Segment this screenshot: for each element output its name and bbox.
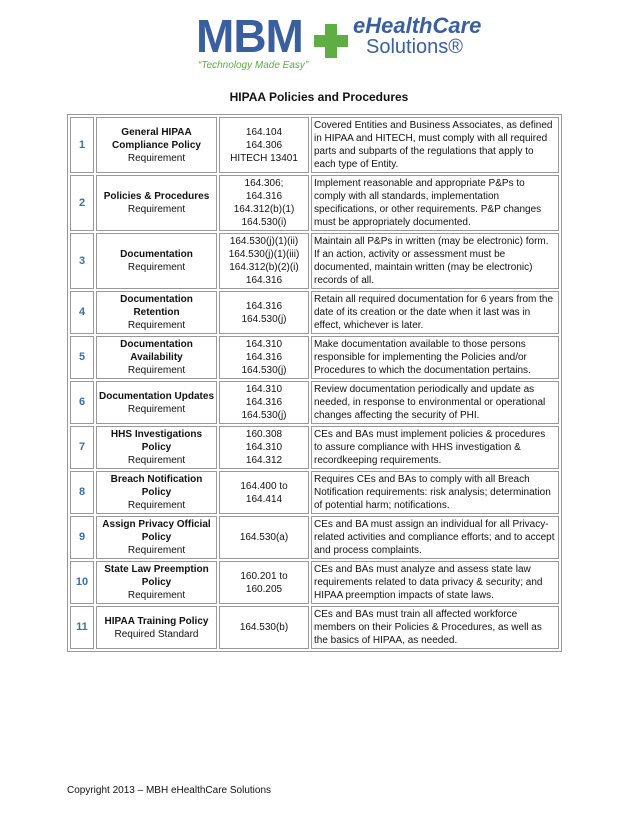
- policy-description: Requires CEs and BAs to comply with all Breach Notification requirements: risk analysis; determination of potential harm; notifications.: [311, 471, 559, 514]
- logo-brand-text: MBM: [196, 10, 303, 62]
- row-number: 9: [70, 516, 94, 559]
- policy-name-cell: [96, 561, 217, 604]
- policy-type: Requirement: [127, 590, 186, 601]
- row-number: 10: [70, 561, 94, 604]
- policy-type: Requirement: [127, 365, 186, 376]
- policy-description: CEs and BAs must train all affected workforce members on their Policies & Procedures, as well as the basics of HIPAA, as needed.: [311, 606, 559, 649]
- policy-name-cell: [96, 426, 217, 469]
- medical-cross-icon: [314, 24, 348, 58]
- policy-description: Review documentation periodically and update as needed, in response to environmental or operational changes affecting the security of PHI.: [311, 381, 559, 424]
- policy-type: Requirement: [127, 262, 186, 273]
- row-number: 3: [70, 233, 94, 289]
- policy-name: Assign Privacy Official Policy: [102, 519, 211, 543]
- table-row: [70, 175, 559, 231]
- policy-name: Breach Notification Policy: [110, 474, 203, 498]
- policy-type: Requirement: [127, 455, 186, 466]
- row-number: 1: [70, 117, 94, 173]
- table-row: [70, 336, 559, 379]
- regulation-citation: 164.104 164.306 HITECH 13401: [219, 117, 309, 173]
- regulation-citation: 164.316 164.530(j): [219, 291, 309, 334]
- document-title: HIPAA Policies and Procedures: [229, 90, 409, 104]
- copyright-footer: Copyright 2013 – MBH eHealthCare Solutions: [67, 785, 271, 796]
- regulation-citation: 164.530(j)(1)(ii) 164.530(j)(1)(iii) 164.312(b)(2)(i) 164.316: [219, 233, 309, 289]
- policy-type: Requirement: [127, 152, 186, 164]
- policy-type: Requirement: [127, 204, 186, 215]
- policy-type: Required Standard: [114, 628, 199, 640]
- regulation-citation: 164.306; 164.316 164.312(b)(1) 164.530(i): [219, 175, 309, 231]
- row-number: 11: [70, 606, 94, 649]
- row-number: 5: [70, 336, 94, 379]
- policy-description: CEs and BA must assign an individual for all Privacy-related activities and compliance efforts; and to accept and process complaints.: [311, 516, 559, 559]
- policy-name: Documentation Availability: [120, 339, 193, 363]
- policy-name-cell: [96, 381, 217, 424]
- table-row: [70, 381, 559, 424]
- policy-name-cell: [96, 516, 217, 559]
- policy-name-cell: [96, 175, 217, 231]
- logo-solutions-text: Solutions®: [366, 36, 464, 58]
- table-row: [70, 516, 559, 559]
- regulation-citation: 160.308 164.310 164.312: [219, 426, 309, 469]
- policy-name: General HIPAA Compliance Policy: [112, 126, 201, 151]
- policy-name-cell: [96, 291, 217, 334]
- regulation-citation: 164.400 to 164.414: [219, 471, 309, 514]
- policy-description: Maintain all P&Ps in written (may be electronic) form. If an action, activity or assessment must be documented, maintain written (may be electronic) records of all.: [311, 233, 559, 289]
- policy-name: HIPAA Training Policy: [104, 615, 209, 627]
- policy-name: Policies & Procedures: [103, 191, 210, 202]
- policy-description: Covered Entities and Business Associates, as defined in HIPAA and HITECH, must comply with all required parts and subparts of the regulations that apply to each type of Entity.: [311, 117, 559, 173]
- policy-name: HHS Investigations Policy: [110, 429, 203, 453]
- table-row: [70, 426, 559, 469]
- regulation-citation: 160.201 to 160.205: [219, 561, 309, 604]
- policy-description: Retain all required documentation for 6 years from the date of its creation or the date when it last was in effect, whichever is later.: [311, 291, 559, 334]
- policy-name: State Law Preemption Policy: [104, 564, 209, 588]
- policy-description: Make documentation available to those persons responsible for implementing the Policies and/or Procedures to which the documentation pertains.: [311, 336, 559, 379]
- regulation-citation: 164.310 164.316 164.530(j): [219, 336, 309, 379]
- row-number: 2: [70, 175, 94, 231]
- table-row: [70, 233, 559, 289]
- policy-name-cell: [96, 117, 217, 173]
- row-number: 7: [70, 426, 94, 469]
- logo-tagline: “Technology Made Easy”: [198, 60, 309, 71]
- row-number: 6: [70, 381, 94, 424]
- logo-ehealthcare-text: eHealthCare: [353, 13, 482, 38]
- policy-name: Documentation: [120, 249, 193, 260]
- policy-name-cell: [96, 606, 217, 649]
- policy-description: CEs and BAs must analyze and assess state law requirements related to data privacy & security; and HIPAA preemption impacts of state laws.: [311, 561, 559, 604]
- table-row: [70, 471, 559, 514]
- regulation-citation: 164.310 164.316 164.530(j): [219, 381, 309, 424]
- company-logo: [196, 10, 482, 62]
- policy-type: Requirement: [127, 545, 186, 556]
- policy-name: Documentation Updates: [99, 390, 215, 402]
- table-row: [70, 561, 559, 604]
- policy-name-cell: [96, 233, 217, 289]
- policy-type: Requirement: [127, 500, 186, 511]
- policy-description: Implement reasonable and appropriate P&Ps to comply with all standards, implementation specifications, or other requirements. P&P changes must be appropriately documented.: [311, 175, 559, 231]
- policies-table: [67, 114, 562, 652]
- policy-name-cell: [96, 471, 217, 514]
- policy-type: Requirement: [127, 320, 186, 331]
- policy-name-cell: [96, 336, 217, 379]
- policy-name: Documentation Retention: [120, 294, 193, 318]
- table-row: [70, 606, 559, 649]
- regulation-citation: 164.530(a): [219, 516, 309, 559]
- row-number: 4: [70, 291, 94, 334]
- policy-description: CEs and BAs must implement policies & procedures to assure compliance with HHS investigation & recordkeeping requirements.: [311, 426, 559, 469]
- row-number: 8: [70, 471, 94, 514]
- table-row: [70, 117, 559, 173]
- table-row: [70, 291, 559, 334]
- policy-type: Requirement: [127, 403, 186, 415]
- regulation-citation: 164.530(b): [219, 606, 309, 649]
